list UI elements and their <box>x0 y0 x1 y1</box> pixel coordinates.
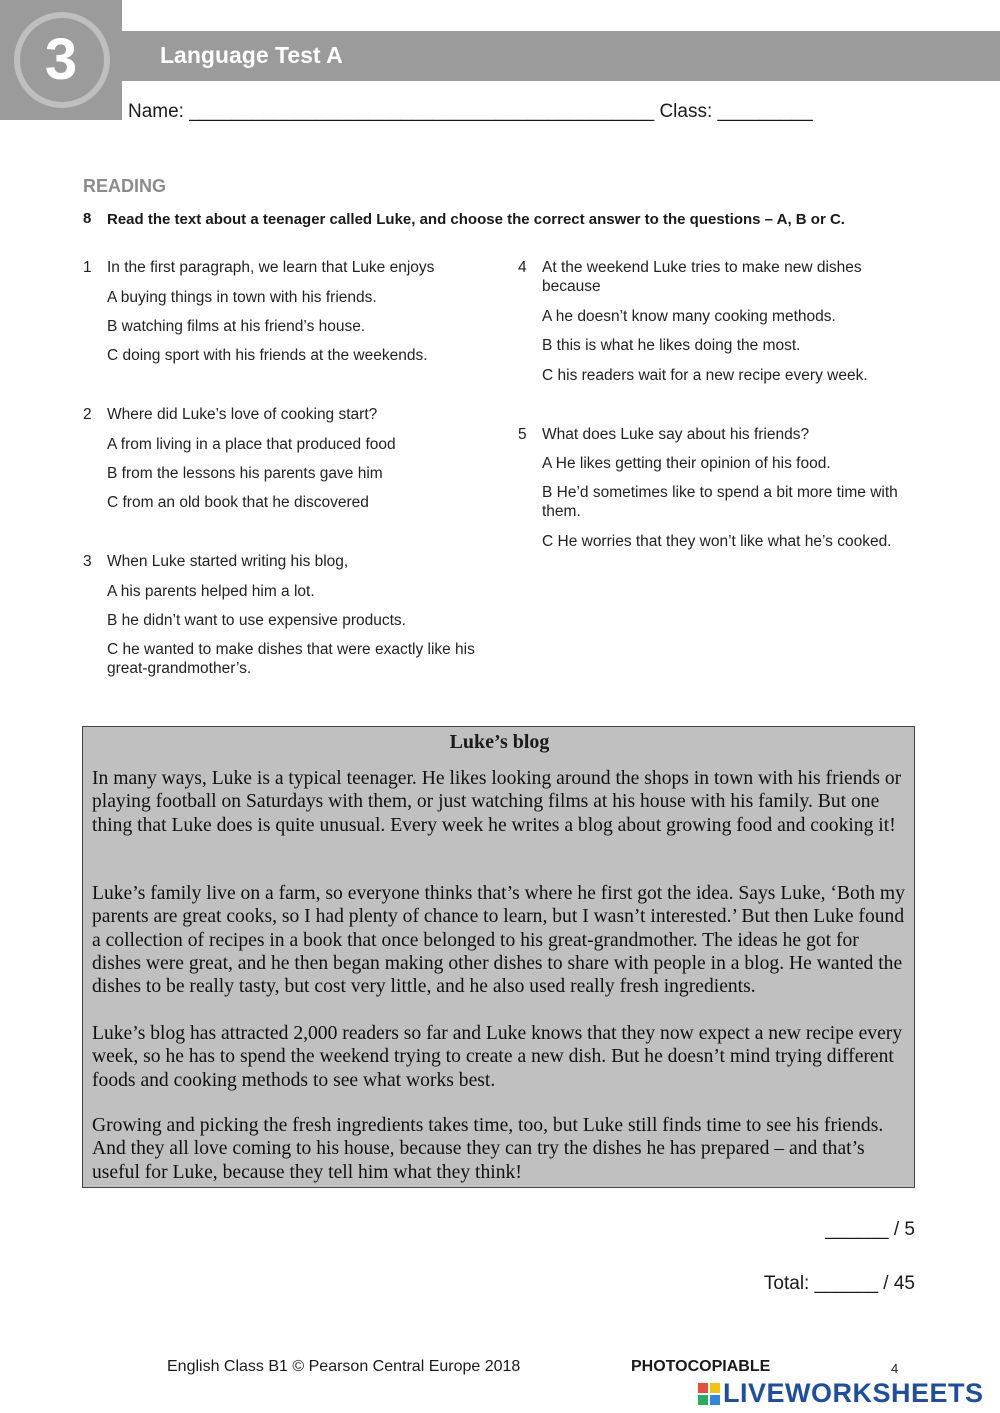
unit-badge <box>0 0 122 120</box>
blog-title: Luke’s blog <box>449 731 550 753</box>
section-heading: READING <box>83 176 167 196</box>
question-text: Where did Luke’s love of cooking start? <box>107 406 378 423</box>
question-number: 2 <box>83 406 92 423</box>
blog-text-box <box>82 726 915 1188</box>
answer-option-c[interactable]: C his readers wait for a new recipe every week. <box>542 367 868 384</box>
question-text: When Luke started writing his blog, <box>107 553 349 570</box>
liveworksheets-logo-icon <box>698 1383 720 1405</box>
total-score[interactable]: Total: ______ / 45 <box>763 1273 915 1294</box>
answer-option-a[interactable]: A he doesn’t know many cooking methods. <box>542 308 836 325</box>
footer-photocopiable: PHOTOCOPIABLE <box>631 1358 771 1375</box>
answer-option-b[interactable]: B he didn’t want to use expensive products. <box>107 612 406 629</box>
liveworksheets-brand <box>698 1378 984 1409</box>
blog-paragraph: In many ways, Luke is a typical teenager. He likes looking around the shops in town with his friends or playing football on Saturdays with them, or just watching films at his house with his family. But one thing that Luke does is quite unusual. Every week he writes a blog about growing food and cooking it! <box>92 768 902 836</box>
blog-paragraph: Luke’s family live on a farm, so everyone thinks that’s where he first got the idea. Says Luke, ‘Both my parents are great cooks, so I had plenty of chance to learn, but I wasn’t interested.’ But then Luke found a collection of recipes in a book that once belonged to his great-grandmother. The ideas he got for dishes were great, and he then began making other dishes to share with people in a blog. He wanted the dishes to be really tasty, but cost very little, and he also used really fresh ingredients. <box>92 883 905 998</box>
answer-option-b[interactable]: B He’d sometimes like to spend a bit more time with them. <box>542 484 898 520</box>
question-number: 5 <box>518 426 527 443</box>
answer-option-b[interactable]: B from the lessons his parents gave him <box>107 465 383 482</box>
page-number: 4 <box>891 1361 899 1376</box>
name-class-line[interactable]: Name: ____________________________________________ Class: _________ <box>128 101 813 122</box>
answer-option-c[interactable]: C he wanted to make dishes that were exactly like his great-grandmother’s. <box>107 641 475 677</box>
unit-number: 3 <box>44 27 78 92</box>
answer-option-a[interactable]: A his parents helped him a lot. <box>107 583 315 600</box>
question-text: At the weekend Luke tries to make new dishes because <box>542 259 862 295</box>
test-title: Language Test A <box>160 42 343 68</box>
answer-option-b[interactable]: B this is what he likes doing the most. <box>542 337 801 354</box>
answer-option-a[interactable]: A buying things in town with his friends. <box>107 289 377 306</box>
question-text: What does Luke say about his friends? <box>542 426 810 443</box>
blog-paragraph: Growing and picking the fresh ingredients takes time, too, but Luke still finds time to see his friends. And they all love coming to his house, because they can try the dishes he has prepared – and that’s useful for Luke, because they tell him what they think! <box>92 1115 884 1183</box>
section-score[interactable]: ______ / 5 <box>825 1219 915 1240</box>
question-number: 3 <box>83 553 92 570</box>
footer-copyright: English Class B1 © Pearson Central Europe 2018 <box>167 1358 521 1375</box>
question-number: 1 <box>83 259 92 276</box>
question-text: In the first paragraph, we learn that Luke enjoys <box>107 259 435 276</box>
answer-option-c[interactable]: C from an old book that he discovered <box>107 494 369 511</box>
answer-option-c[interactable]: C doing sport with his friends at the weekends. <box>107 347 428 364</box>
answer-option-b[interactable]: B watching films at his friend’s house. <box>107 318 366 335</box>
exercise-number: 8 <box>83 210 92 227</box>
answer-option-a[interactable]: A He likes getting their opinion of his food. <box>542 455 831 472</box>
blog-paragraph: Luke’s blog has attracted 2,000 readers so far and Luke knows that they now expect a new recipe every week, so he has to spend the weekend trying to create a new dish. But he doesn’t mind trying different foods and cooking methods to see what works best. <box>92 1023 903 1091</box>
question-number: 4 <box>518 259 527 276</box>
answer-option-a[interactable]: A from living in a place that produced food <box>107 436 396 453</box>
answer-option-c[interactable]: C He worries that they won’t like what he’s cooked. <box>542 533 892 550</box>
exercise-instruction: Read the text about a teenager called Luke, and choose the correct answer to the questions – A, B or C. <box>107 211 845 228</box>
liveworksheets-wordmark: LIVEWORKSHEETS <box>723 1378 984 1408</box>
